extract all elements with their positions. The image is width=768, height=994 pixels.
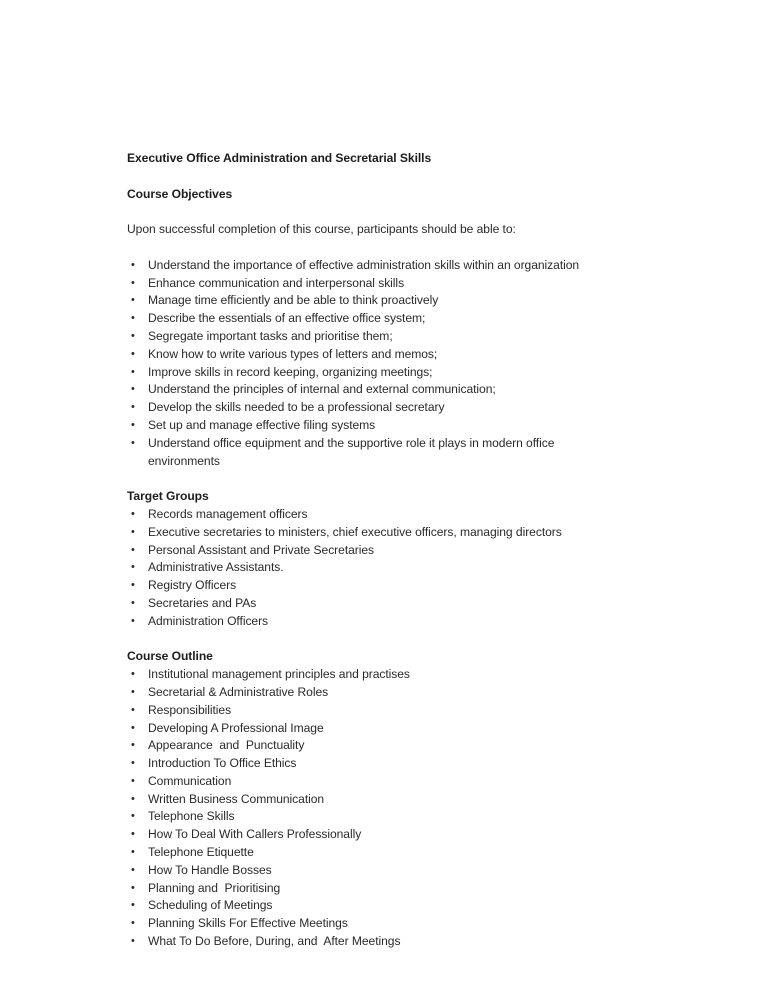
- list-item: [127, 897, 611, 915]
- bullet-icon: •: [131, 401, 135, 414]
- bullet-icon: •: [131, 329, 135, 342]
- list-item-label: How To Handle Bosses: [148, 862, 272, 877]
- bullet-icon: •: [131, 436, 135, 449]
- list-item-label: Scheduling of Meetings: [148, 898, 273, 913]
- list-item: [127, 595, 611, 613]
- list-item-label: Secretaries and PAs: [148, 595, 257, 610]
- list-item: [127, 826, 611, 844]
- list-item: [127, 808, 611, 826]
- list-item-label: Appearance and Punctuality: [148, 738, 305, 753]
- list-item-label: Know how to write various types of letters and memos;: [148, 346, 438, 361]
- bullet-icon: •: [131, 365, 135, 378]
- spacer: [127, 631, 611, 649]
- list-item-label: Telephone Etiquette: [148, 845, 254, 860]
- list-item: [127, 346, 611, 364]
- bullet-icon: •: [131, 543, 135, 556]
- list-item: [127, 613, 611, 631]
- list-item: [127, 275, 611, 293]
- bullet-icon: •: [131, 828, 135, 841]
- bullet-icon: •: [131, 846, 135, 859]
- bullet-icon: •: [131, 703, 135, 716]
- bullet-icon: •: [131, 614, 135, 627]
- bullet-icon: •: [131, 935, 135, 948]
- list-item: [127, 844, 611, 862]
- section-heading-course-objectives: Course Objectives: [127, 186, 233, 201]
- list-item-label: Personal Assistant and Private Secretaries: [148, 542, 375, 557]
- bullet-icon: •: [131, 418, 135, 431]
- list-item: [127, 506, 611, 524]
- list-item: [127, 773, 611, 791]
- list-item: [127, 684, 611, 702]
- list-item-label: Telephone Skills: [148, 809, 235, 824]
- list-item-label: Planning and Prioritising: [148, 880, 281, 895]
- bullet-icon: •: [131, 721, 135, 734]
- section-heading-target-groups: Target Groups: [127, 489, 209, 504]
- bullet-icon: •: [131, 579, 135, 592]
- list-item: [127, 381, 611, 399]
- list-item-label: Understand the principles of internal and external communication;: [148, 382, 496, 397]
- list-item-label: Registry Officers: [148, 578, 237, 593]
- list-item-label: Enhance communication and interpersonal skills: [148, 275, 405, 290]
- bullet-icon: •: [131, 347, 135, 360]
- list-item-label: Understand office equipment and the supportive role it plays in modern office environments: [148, 435, 558, 468]
- list-item-label: Understand the importance of effective administration skills within an organization: [148, 257, 580, 272]
- course-objectives-list: [127, 257, 611, 471]
- bullet-icon: •: [131, 881, 135, 894]
- spacer: [127, 168, 611, 186]
- list-item: [127, 933, 611, 951]
- list-item: [127, 292, 611, 310]
- list-item: [127, 310, 611, 328]
- bullet-icon: •: [131, 899, 135, 912]
- bullet-icon: •: [131, 917, 135, 930]
- list-item-label: How To Deal With Callers Professionally: [148, 827, 362, 842]
- list-item-label: Administrative Assistants.: [148, 560, 284, 575]
- list-item-label: Records management officers: [148, 506, 308, 521]
- bullet-icon: •: [131, 596, 135, 609]
- document-body: [127, 150, 611, 951]
- list-item: [127, 666, 611, 684]
- list-item-label: Describe the essentials of an effective office system;: [148, 311, 426, 326]
- list-item: [127, 791, 611, 809]
- list-item-label: Segregate important tasks and prioritise them;: [148, 328, 393, 343]
- list-item-label: Develop the skills needed to be a professional secretary: [148, 400, 445, 415]
- list-item: [127, 542, 611, 560]
- bullet-icon: •: [131, 312, 135, 325]
- bullet-icon: •: [131, 561, 135, 574]
- list-item-label: Planning Skills For Effective Meetings: [148, 916, 348, 931]
- list-item-label: Institutional management principles and practises: [148, 667, 410, 682]
- spacer: [127, 203, 611, 221]
- bullet-icon: •: [131, 757, 135, 770]
- spacer: [127, 239, 611, 257]
- bullet-icon: •: [131, 685, 135, 698]
- list-item: [127, 915, 611, 933]
- bullet-icon: •: [131, 276, 135, 289]
- list-item-label: Introduction To Office Ethics: [148, 756, 297, 771]
- list-item: [127, 417, 611, 435]
- list-item: [127, 755, 611, 773]
- list-item: [127, 702, 611, 720]
- list-item-label: Secretarial & Administrative Roles: [148, 684, 329, 699]
- bullet-icon: •: [131, 507, 135, 520]
- list-item-label: Executive secretaries to ministers, chief executive officers, managing directors: [148, 524, 562, 539]
- bullet-icon: •: [131, 810, 135, 823]
- bullet-icon: •: [131, 792, 135, 805]
- list-item-label: Improve skills in record keeping, organizing meetings;: [148, 364, 433, 379]
- list-item-label: Administration Officers: [148, 613, 269, 628]
- list-item: [127, 559, 611, 577]
- list-item: [127, 577, 611, 595]
- list-item-label: What To Do Before, During, and After Meetings: [148, 934, 401, 949]
- document-title: Executive Office Administration and Secretarial Skills: [127, 151, 432, 165]
- bullet-icon: •: [131, 668, 135, 681]
- bullet-icon: •: [131, 294, 135, 307]
- list-item: [127, 880, 611, 898]
- bullet-icon: •: [131, 739, 135, 752]
- list-item: [127, 737, 611, 755]
- list-item: [127, 257, 611, 275]
- section-heading-course-outline: Course Outline: [127, 649, 213, 664]
- course-outline-list: [127, 666, 611, 951]
- bullet-icon: •: [131, 383, 135, 396]
- list-item-label: Responsibilities: [148, 702, 232, 717]
- list-item: [127, 435, 611, 471]
- list-item: [127, 524, 611, 542]
- bullet-icon: •: [131, 525, 135, 538]
- course-objectives-intro: Upon successful completion of this course, participants should be able to:: [127, 222, 516, 237]
- list-item: [127, 862, 611, 880]
- list-item: [127, 720, 611, 738]
- target-groups-list: [127, 506, 611, 631]
- list-item: [127, 399, 611, 417]
- bullet-icon: •: [131, 863, 135, 876]
- list-item-label: Communication: [148, 773, 232, 788]
- list-item-label: Developing A Professional Image: [148, 720, 324, 735]
- bullet-icon: •: [131, 774, 135, 787]
- list-item: [127, 328, 611, 346]
- list-item-label: Manage time efficiently and be able to think proactively: [148, 293, 439, 308]
- list-item-label: Written Business Communication: [148, 791, 325, 806]
- spacer: [127, 470, 611, 488]
- list-item: [127, 364, 611, 382]
- list-item-label: Set up and manage effective filing systems: [148, 417, 376, 432]
- bullet-icon: •: [131, 258, 135, 271]
